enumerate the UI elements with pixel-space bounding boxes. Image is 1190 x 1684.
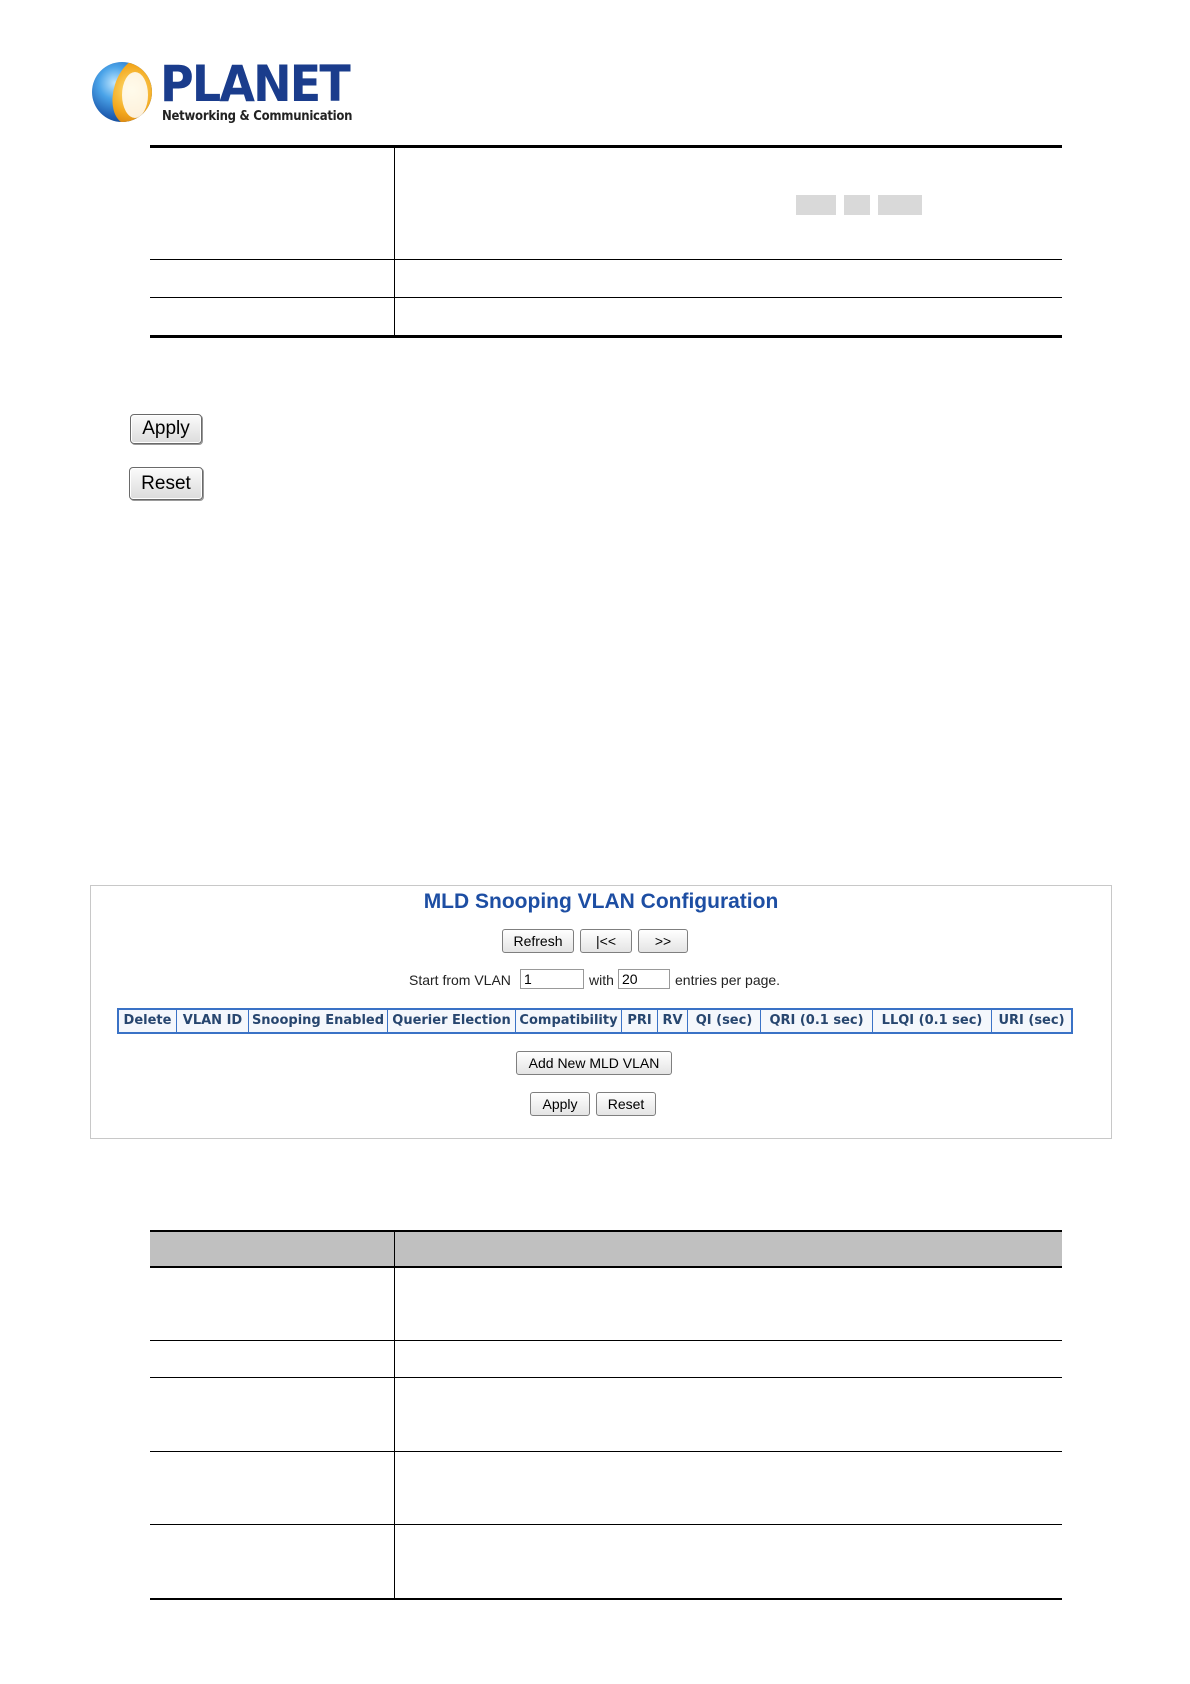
col-vlan-id: VLAN ID — [177, 1010, 249, 1032]
entries-per-page-input[interactable] — [618, 969, 670, 989]
col-pri: PRI — [622, 1010, 658, 1032]
col-delete: Delete — [119, 1010, 177, 1032]
add-new-mld-vlan-button[interactable]: Add New MLD VLAN — [516, 1051, 672, 1075]
parameter-table-2 — [150, 1230, 1062, 1602]
mld-vlan-config-panel — [90, 885, 1112, 1139]
col-querier-election: Querier Election — [388, 1010, 516, 1032]
table-header-band — [150, 1230, 1062, 1266]
logo-tagline: Networking & Communication — [162, 109, 353, 124]
entries-suffix-label: entries per page. — [675, 972, 781, 988]
panel-apply-button[interactable]: Apply — [530, 1092, 590, 1116]
first-page-button[interactable]: |<< — [580, 929, 632, 953]
parameter-table-1 — [150, 145, 1062, 341]
with-label: with — [589, 972, 614, 988]
col-compatibility: Compatibility — [516, 1010, 622, 1032]
reset-button[interactable]: Reset — [129, 467, 203, 500]
col-rv: RV — [658, 1010, 688, 1032]
col-qri: QRI (0.1 sec) — [761, 1010, 873, 1032]
col-snooping-enabled: Snooping Enabled — [249, 1010, 388, 1032]
col-uri: URI (sec) — [998, 1013, 1065, 1028]
refresh-button[interactable]: Refresh — [502, 929, 574, 953]
col-llqi: LLQI (0.1 sec) — [873, 1010, 992, 1032]
panel-reset-button[interactable]: Reset — [596, 1092, 656, 1116]
apply-button[interactable]: Apply — [130, 414, 202, 444]
highlight-block — [878, 195, 922, 215]
highlight-block — [796, 195, 836, 215]
start-vlan-input[interactable] — [520, 969, 584, 989]
mld-vlan-table-header — [117, 1008, 1073, 1034]
logo-brand-text: PLANET — [160, 55, 349, 113]
panel-title: MLD Snooping VLAN Configuration — [423, 890, 779, 913]
highlight-block — [844, 195, 870, 215]
start-from-label: Start from VLAN — [409, 972, 511, 988]
planet-logo — [92, 55, 353, 130]
globe-icon — [92, 62, 152, 122]
col-qi: QI (sec) — [688, 1010, 761, 1032]
next-page-button[interactable]: >> — [638, 929, 688, 953]
